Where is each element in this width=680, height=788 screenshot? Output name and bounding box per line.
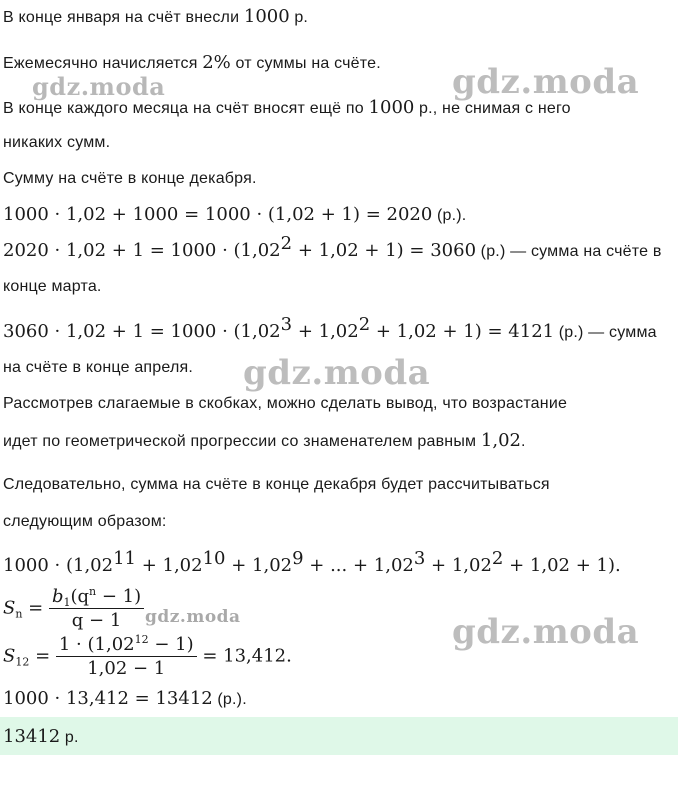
s12-formula: $S_{12}$ = $\frac{1 \cdot (1,02^{12} - 1)}{1,02 - 1}$ = 13,412.	[3, 633, 292, 679]
fraction: $\frac{b_1(q^n - 1)}{q - 1}$	[49, 586, 144, 631]
text-line: следующим образом:	[3, 513, 167, 530]
watermark: gdz.moda	[145, 607, 241, 627]
text-line: Ежемесячно начисляется 2% от суммы на счёте.	[3, 52, 381, 73]
watermark: gdz.moda	[243, 353, 431, 393]
answer-text: 13412 р.	[3, 726, 79, 747]
math-line: 1000 · 13,412 = 13412 (р.).	[3, 688, 247, 709]
fraction: $\frac{1 \cdot (1,02^{12} - 1)}{1,02 - 1}$	[56, 634, 197, 679]
text-line: на счёте в конце апреля.	[3, 359, 193, 376]
text-line: идет по геометрической прогрессии со знаменателем равным 1,02.	[3, 430, 526, 451]
watermark: gdz.moda	[452, 612, 640, 652]
answer-highlight	[0, 717, 678, 755]
text-line: В конце каждого месяца на счёт вносят ещё по 1000 р., не снимая с него	[3, 97, 571, 118]
watermark: gdz.moda	[452, 62, 640, 102]
text-line: конце марта.	[3, 278, 102, 295]
math-line: $1000 \cdot (1,02^{11} + 1,02^{10} + 1,02^9$ + ... + $1,02^3 + 1,02^2 + 1,02 + 1$).	[3, 548, 621, 576]
text-line: Сумму на счёте в конце декабря.	[3, 170, 257, 187]
text-line: В конце января на счёт внесли 1000 р.	[3, 6, 309, 27]
sum-formula: $S_n$ = $\frac{b_1(q^n - 1)}{q - 1}$	[3, 586, 144, 631]
watermark: gdz.moda	[32, 72, 166, 101]
text-line: Рассмотрев слагаемые в скобках, можно сделать вывод, что возрастание	[3, 395, 568, 412]
math-line: 1000 · 1,02 + 1000 = 1000 · (1,02 + 1) = 2020 (р.).	[3, 204, 467, 225]
math-line: $3060 \cdot 1,02 + 1 = 1000 \cdot (1,02^3 + 1,02^2 + 1,02 + 1) = 4121$ (р.) — сумма	[3, 314, 657, 342]
math-line: $2020 \cdot 1,02 + 1 = 1000 \cdot (1,02^2 + 1,02 + 1) = 3060$ (р.) — сумма на счёте в	[3, 233, 662, 261]
text-line: Следовательно, сумма на счёте в конце декабря будет рассчитываться	[3, 476, 550, 493]
text-line: никаких сумм.	[3, 134, 111, 151]
